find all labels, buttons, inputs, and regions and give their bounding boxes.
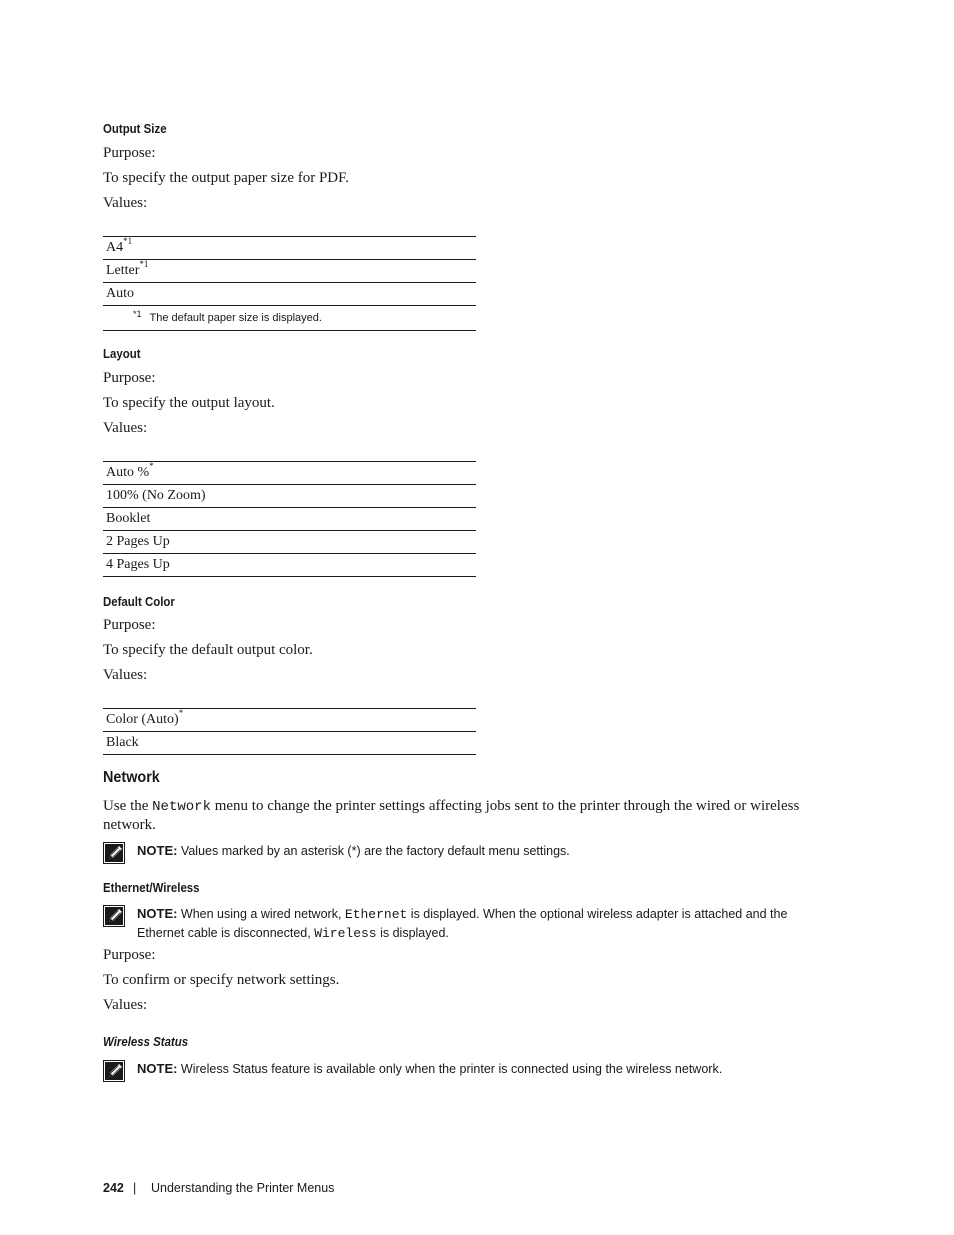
page-number: 242 bbox=[103, 1181, 124, 1195]
default-color-purpose-label: Purpose: bbox=[103, 617, 156, 633]
network-heading: Network bbox=[103, 769, 160, 786]
default-mark: * bbox=[178, 708, 184, 718]
table-row bbox=[103, 462, 476, 485]
note-pencil-icon bbox=[103, 905, 127, 927]
table-row bbox=[103, 237, 476, 260]
layout-purpose-label: Purpose: bbox=[103, 370, 156, 386]
note-pencil-icon bbox=[103, 1060, 127, 1082]
network-note bbox=[103, 842, 823, 864]
layout-values-label: Values: bbox=[103, 420, 148, 436]
note-pencil-icon bbox=[103, 842, 127, 864]
value-text: 4 Pages Up bbox=[106, 557, 170, 572]
note-label: NOTE: bbox=[137, 906, 178, 921]
note-label: NOTE: bbox=[137, 843, 178, 858]
value-text: Booklet bbox=[106, 511, 151, 526]
footnote-mark: *1 bbox=[139, 259, 149, 269]
intro-code: Network bbox=[152, 799, 211, 815]
note-body: is displayed. bbox=[376, 926, 449, 940]
table-row bbox=[103, 485, 476, 508]
table-row bbox=[103, 531, 476, 554]
note-body: Values marked by an asterisk (*) are the factory default menu settings. bbox=[177, 844, 570, 858]
intro-text: Use the bbox=[103, 798, 153, 814]
ethernet-wireless-heading: Ethernet/Wireless bbox=[103, 880, 200, 895]
table-row bbox=[103, 709, 476, 732]
layout-purpose-text: To specify the output layout. bbox=[103, 395, 275, 411]
value-text: Black bbox=[106, 735, 139, 750]
note-code: Ethernet bbox=[344, 907, 408, 922]
ethernet-values-label: Values: bbox=[103, 997, 148, 1013]
footnote-mark: *1 bbox=[133, 309, 142, 319]
output-size-values-label: Values: bbox=[103, 195, 148, 211]
table-row bbox=[103, 732, 476, 755]
layout-heading: Layout bbox=[103, 346, 141, 361]
table-row bbox=[103, 508, 476, 531]
table-row bbox=[103, 554, 476, 577]
table-row bbox=[103, 283, 476, 306]
value-text: A4 bbox=[106, 240, 124, 255]
note-body: Wireless Status feature is available only when the printer is connected using the wireless network. bbox=[177, 1062, 723, 1076]
value-text: Letter bbox=[106, 263, 140, 278]
note-label: NOTE: bbox=[137, 1061, 178, 1076]
footnote-text: The default paper size is displayed. bbox=[149, 312, 322, 324]
default-color-values-label: Values: bbox=[103, 667, 148, 683]
wireless-status-heading: Wireless Status bbox=[103, 1034, 189, 1049]
output-size-heading: Output Size bbox=[103, 121, 167, 136]
default-color-purpose-text: To specify the default output color. bbox=[103, 642, 313, 658]
note-code: Wireless bbox=[314, 926, 377, 941]
output-size-purpose-text: To specify the output paper size for PDF. bbox=[103, 170, 350, 186]
network-intro bbox=[103, 797, 823, 834]
default-color-heading: Default Color bbox=[103, 594, 175, 609]
default-color-values-table bbox=[103, 708, 476, 755]
value-text: 100% (No Zoom) bbox=[106, 488, 206, 503]
table-row bbox=[103, 260, 476, 283]
value-text: Color (Auto) bbox=[106, 712, 179, 727]
table-footnote-row bbox=[103, 306, 476, 331]
output-size-purpose-label: Purpose: bbox=[103, 145, 156, 161]
default-mark: * bbox=[149, 461, 154, 471]
note-body: is displayed. When the optional wireless adapter is attached and the Ethernet cable is disconnected, bbox=[137, 907, 788, 940]
value-text: 2 Pages Up bbox=[106, 534, 170, 549]
intro-text: menu to change the printer settings affecting jobs sent to the printer through the wired or wireless network. bbox=[103, 798, 800, 833]
layout-values-table bbox=[103, 461, 476, 577]
footer-separator: | bbox=[133, 1181, 137, 1195]
ethernet-purpose-text: To confirm or specify network settings. bbox=[103, 972, 340, 988]
footer-title: Understanding the Printer Menus bbox=[151, 1181, 335, 1195]
output-size-values-table bbox=[103, 236, 476, 331]
footnote-mark: *1 bbox=[123, 236, 133, 246]
wireless-status-note bbox=[103, 1060, 823, 1082]
note-body: When using a wired network, bbox=[177, 907, 345, 921]
value-text: Auto bbox=[106, 286, 134, 301]
ethernet-purpose-label: Purpose: bbox=[103, 947, 156, 963]
value-text: Auto % bbox=[106, 465, 150, 480]
ethernet-note bbox=[103, 905, 823, 945]
